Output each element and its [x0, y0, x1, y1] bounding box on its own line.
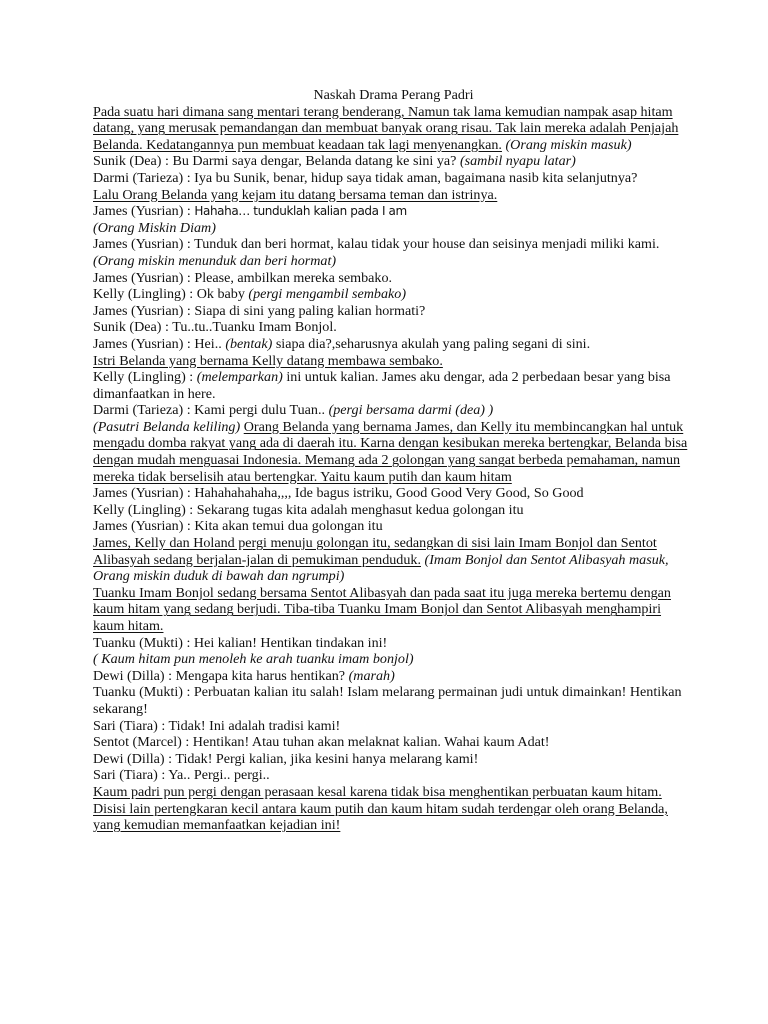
narration-paragraph: Istri Belanda yang bernama Kelly datang membawa sembako. [93, 352, 443, 369]
dialogue-line [93, 369, 694, 402]
dialogue-line: Darmi (Tarieza) : Iya bu Sunik, benar, hidup saya tidak aman, bagaimana nasib kita selanjutnya? [93, 169, 638, 186]
dialogue-line: James (Yusrian) : Kita akan temui dua golongan itu [93, 518, 383, 535]
dialogue-text: Dewi (Dilla) : Mengapa kita harus hentikan? [93, 667, 346, 684]
dialogue-line [93, 203, 694, 220]
narration-paragraph [93, 535, 694, 585]
stage-direction: (pergi bersama darmi (dea) ) [328, 402, 494, 419]
stage-direction: (Orang miskin masuk) [505, 136, 632, 153]
narration-paragraph: Lalu Orang Belanda yang kejam itu datang bersama teman dan istrinya. [93, 186, 498, 203]
narration-text: James, Kelly dan Holand pergi menuju golongan itu, sedangkan di sisi lain Imam Bonjol dan Sentot Alibasyah sedang berjalan-jalan di pemukiman penduduk. [93, 535, 657, 568]
dialogue-text: Kelly (Lingling) : Ok baby [93, 286, 245, 303]
stage-direction: (Pasutri Belanda keliling) [93, 418, 241, 435]
speaker-name: James (Yusrian) : [93, 203, 191, 220]
stage-direction: (melemparkan) [196, 369, 283, 386]
document-title: Naskah Drama Perang Padri [313, 87, 474, 103]
dialogue-line: Tuanku (Mukti) : Perbuatan kalian itu salah! Islam melarang permainan judi untuk dimainkan! Hentikan sekarang! [93, 684, 682, 717]
dialogue-line: Sari (Tiara) : Tidak! Ini adalah tradisi kami! [93, 717, 341, 734]
dialogue-text: ini untuk kalian. James aku dengar, ada 2 perbedaan besar yang bisa dimanfaatkan in here. [93, 369, 671, 402]
dialogue-line: Sentot (Marcel) : Hentikan! Atau tuhan akan melaknat kalian. Wahai kaum Adat! [93, 734, 550, 751]
dialogue-line: Kelly (Lingling) : Sekarang tugas kita adalah menghasut kedua golongan itu [93, 501, 524, 518]
narration-paragraph: Tuanku Imam Bonjol sedang bersama Sentot Alibasyah dan pada saat itu juga mereka bertemu dengan kaum hitam yang sedang berjudi. Tiba-tiba Tuanku Imam Bonjol dan Sentot Alibasyah menghampiri kaum hitam. [93, 584, 671, 634]
narration-paragraph: Kaum padri pun pergi dengan perasaan kesal karena tidak bisa menghentikan perbuatan kaum hitam. [93, 783, 662, 800]
stage-direction: (Imam Bonjol dan Sentot Alibasyah masuk, Orang miskin duduk di bawah dan ngrumpi) [93, 551, 669, 585]
dialogue-line: Sunik (Dea) : Tu..tu..Tuanku Imam Bonjol. [93, 319, 337, 336]
dialogue-line: James (Yusrian) : Siapa di sini yang paling kalian hormati? [93, 302, 426, 319]
stage-direction: (marah) [348, 667, 395, 684]
stage-direction: ( Kaum hitam pun menoleh ke arah tuanku imam bonjol) [93, 651, 414, 668]
dialogue-line: Tuanku (Mukti) : Hei kalian! Hentikan tindakan ini! [93, 634, 388, 651]
narration-paragraph: Disisi lain pertengkaran kecil antara kaum putih dan kaum hitam sudah terdengar oleh orang Belanda, yang kemudian memanfaatkan kejadian ini! [93, 800, 668, 834]
dialogue-line [93, 668, 694, 685]
dialogue-line: Dewi (Dilla) : Tidak! Pergi kalian, jika kesini hanya melarang kami! [93, 750, 479, 767]
dialogue-line [93, 402, 694, 419]
dialogue-text: Sunik (Dea) : Bu Darmi saya dengar, Belanda datang ke sini ya? [93, 153, 457, 170]
stage-direction: (bentak) [225, 335, 273, 352]
dialogue-line [93, 286, 694, 303]
dialogue-text: Hahaha… tunduklah kalian pada I am [194, 204, 407, 219]
dialogue-line: James (Yusrian) : Hahahahahaha,,,, Ide bagus istriku, Good Good Very Good, So Good [93, 485, 584, 502]
dialogue-line [93, 336, 694, 353]
dialogue-line: Sari (Tiara) : Ya.. Pergi.. pergi.. [93, 767, 270, 784]
dialogue-text: Darmi (Tarieza) : Kami pergi dulu Tuan.. [93, 402, 326, 419]
stage-direction: (sambil nyapu latar) [459, 153, 576, 170]
narration-paragraph [93, 419, 694, 485]
dialogue-line: James (Yusrian) : Please, ambilkan mereka sembako. [93, 269, 393, 286]
narration-paragraph [93, 104, 694, 154]
narration-text: Pada suatu hari dimana sang mentari terang benderang, Namun tak lama kemudian nampak asap hitam datang, yang merusak pemandangan dan membuat banyak orang risau. Tak lain mereka adalah Penjajah Belanda. Kedatangannya pun membuat keadaan tak lagi menyenangkan. [93, 103, 679, 153]
stage-direction: (Orang miskin menunduk dan beri hormat) [93, 252, 337, 269]
dialogue-line: James (Yusrian) : Tunduk dan beri hormat, kalau tidak your house dan seisinya menjadi miliki kami. [93, 236, 660, 253]
dialogue-text: siapa dia?,seharusnya akulah yang paling segani di sini. [275, 335, 591, 352]
stage-direction: (pergi mengambil sembako) [248, 286, 407, 303]
dialogue-line [93, 153, 694, 170]
narration-text: Orang Belanda yang bernama James, dan Kelly itu membincangkan hal untuk mengadu domba rakyat yang ada di daerah itu. Karna dengan kesibukan mereka bertengkar, Belanda bisa dengan mudah menguasai Indonesia. Memang ada 2 golongan yang sangat berbeda pemahaman, namun mereka tidak berselisih atau bertengkar. Yaitu kaum putih dan kaum hitam [93, 418, 688, 485]
dialogue-text: James (Yusrian) : Hei.. [93, 335, 222, 352]
speaker-name: Kelly (Lingling) : [93, 369, 194, 386]
stage-direction: (Orang Miskin Diam) [93, 219, 216, 236]
